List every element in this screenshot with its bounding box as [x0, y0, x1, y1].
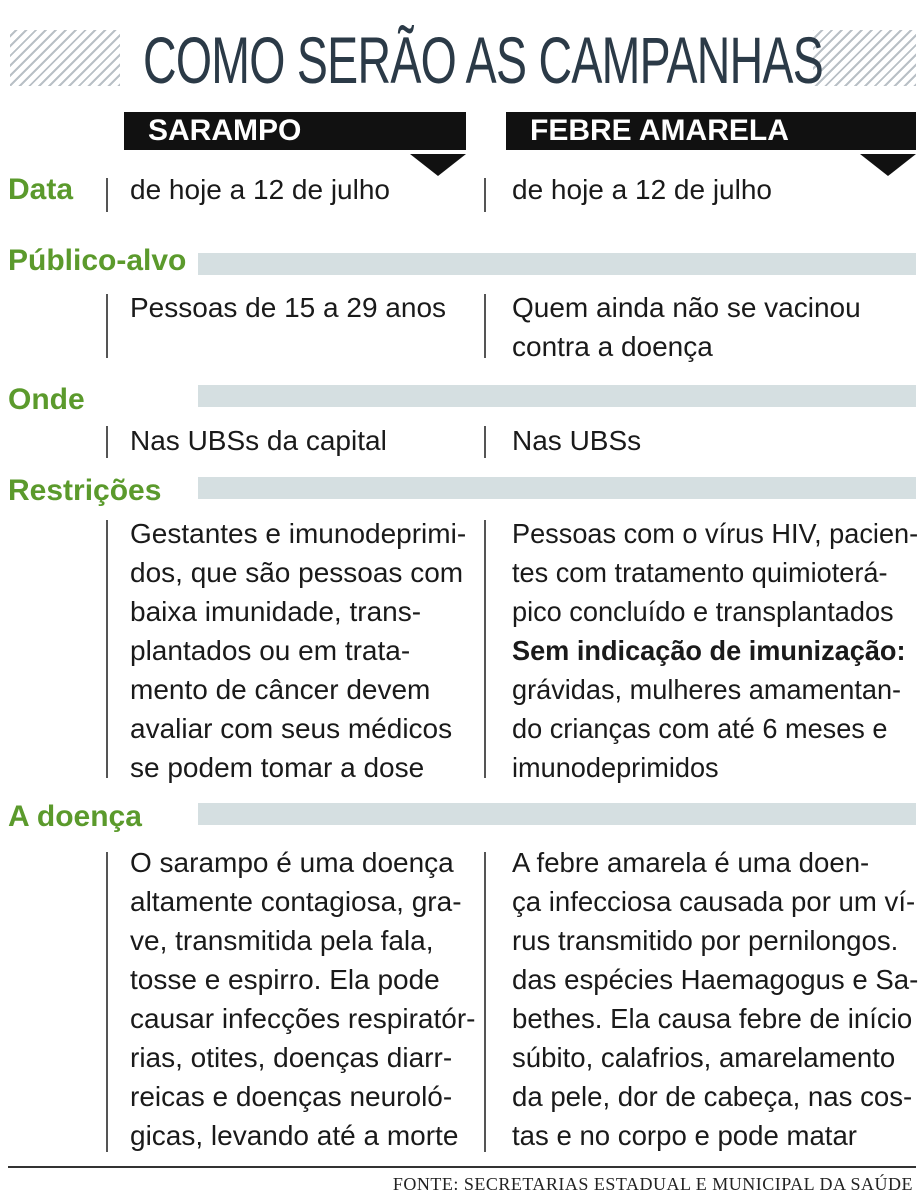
row-bar-onde: [198, 385, 916, 407]
text-line: causar infecções respiratór-: [130, 1003, 476, 1034]
text-line: mento de câncer devem: [130, 674, 431, 705]
text-line: altamente contagiosa, gra-: [130, 886, 462, 917]
cell-publico-sarampo: [130, 288, 446, 327]
text-line: Gestantes e imunodeprimi-: [130, 518, 467, 549]
text-line: imunodeprimidos: [512, 752, 719, 783]
text-line: tas e no corpo e pode matar: [512, 1120, 857, 1151]
divider-right: [484, 426, 486, 458]
text-line: rus transmitido por pernilongos.: [512, 925, 899, 956]
text-line: plantados ou em trata-: [130, 635, 411, 666]
text-line: dos, que são pessoas com: [130, 557, 464, 588]
text-line: ça infecciosa causada por um ví-: [512, 886, 916, 917]
text-line: das espécies Haemagogus e Sa-: [512, 964, 919, 995]
text-line: Nas UBSs da capital: [130, 425, 387, 456]
column-header-sarampo: SARAMPO: [124, 112, 466, 150]
cell-doenca-sarampo: [130, 843, 475, 1155]
cell-data-sarampo: [130, 170, 390, 209]
row-label-a-doenca: A doença: [8, 800, 142, 833]
text-line: contra a doença: [512, 331, 713, 362]
divider-left: [106, 520, 108, 778]
text-line: Quem ainda não se vacinou: [512, 292, 861, 323]
text-line: de hoje a 12 de julho: [130, 174, 390, 205]
text-line: Pessoas de 15 a 29 anos: [130, 292, 447, 323]
source-credit: FONTE: SECRETARIAS ESTADUAL E MUNICIPAL DA SAÚDE: [392, 1174, 913, 1194]
text-line: gicas, levando até a morte: [130, 1120, 459, 1151]
text-line: grávidas, mulheres amamentan-: [512, 674, 902, 705]
text-line: O sarampo é uma doença: [130, 847, 454, 878]
page-title: COMO SERÃO AS CAMPANHAS: [142, 23, 824, 97]
text-line: súbito, calafrios, amarelamento: [512, 1042, 896, 1073]
cell-doenca-febre: [512, 843, 923, 1155]
text-line: A febre amarela é uma doen-: [512, 847, 870, 878]
cell-restricoes-febre: [512, 514, 923, 787]
text-line: de hoje a 12 de julho: [512, 174, 772, 205]
cell-publico-febre: [512, 288, 861, 366]
text-line: baixa imunidade, trans-: [130, 596, 422, 627]
divider-left: [106, 178, 108, 212]
text-line: Pessoas com o vírus HIV, pacien-: [512, 518, 919, 549]
cell-data-febre: [512, 170, 772, 209]
text-line: pico concluído e transplantados: [512, 596, 894, 627]
divider-left: [106, 852, 108, 1152]
cell-onde-sarampo: [130, 421, 387, 460]
row-label-restricoes: Restrições: [8, 474, 162, 507]
row-label-publico-alvo: Público-alvo: [8, 244, 187, 277]
text-line: rias, otites, doenças diarr-: [130, 1042, 453, 1073]
row-label-data: Data: [8, 173, 74, 206]
cell-onde-febre: [512, 421, 641, 460]
text-line: ve, transmitida pela fala,: [130, 925, 434, 956]
column-marker-febre-amarela: [860, 154, 916, 176]
cell-restricoes-sarampo: [130, 514, 466, 787]
row-bar-a-doenca: [198, 803, 916, 825]
divider-right: [484, 520, 486, 778]
footer-rule: [8, 1166, 916, 1168]
text-line: do crianças com até 6 meses e: [512, 713, 888, 744]
text-line-bold: Sem indicação de imunização:: [512, 635, 906, 666]
divider-right: [484, 852, 486, 1152]
text-line: da pele, dor de cabeça, nas cos-: [512, 1081, 913, 1112]
column-marker-sarampo: [410, 154, 466, 176]
text-line: avaliar com seus médicos: [130, 713, 453, 744]
text-line: bethes. Ela causa febre de início: [512, 1003, 913, 1034]
row-bar-restricoes: [198, 477, 916, 499]
divider-left: [106, 294, 108, 358]
row-bar-publico-alvo: [198, 253, 916, 275]
divider-right: [484, 178, 486, 212]
text-line: tosse e espirro. Ela pode: [130, 964, 440, 995]
row-label-onde: Onde: [8, 383, 85, 416]
text-line: reicas e doenças neuroló-: [130, 1081, 453, 1112]
text-line: Nas UBSs: [512, 425, 642, 456]
divider-left: [106, 426, 108, 458]
text-line: tes com tratamento quimioterá-: [512, 557, 888, 588]
text-line: se podem tomar a dose: [130, 752, 425, 783]
column-header-febre-amarela: FEBRE AMARELA: [506, 112, 916, 150]
divider-right: [484, 294, 486, 358]
